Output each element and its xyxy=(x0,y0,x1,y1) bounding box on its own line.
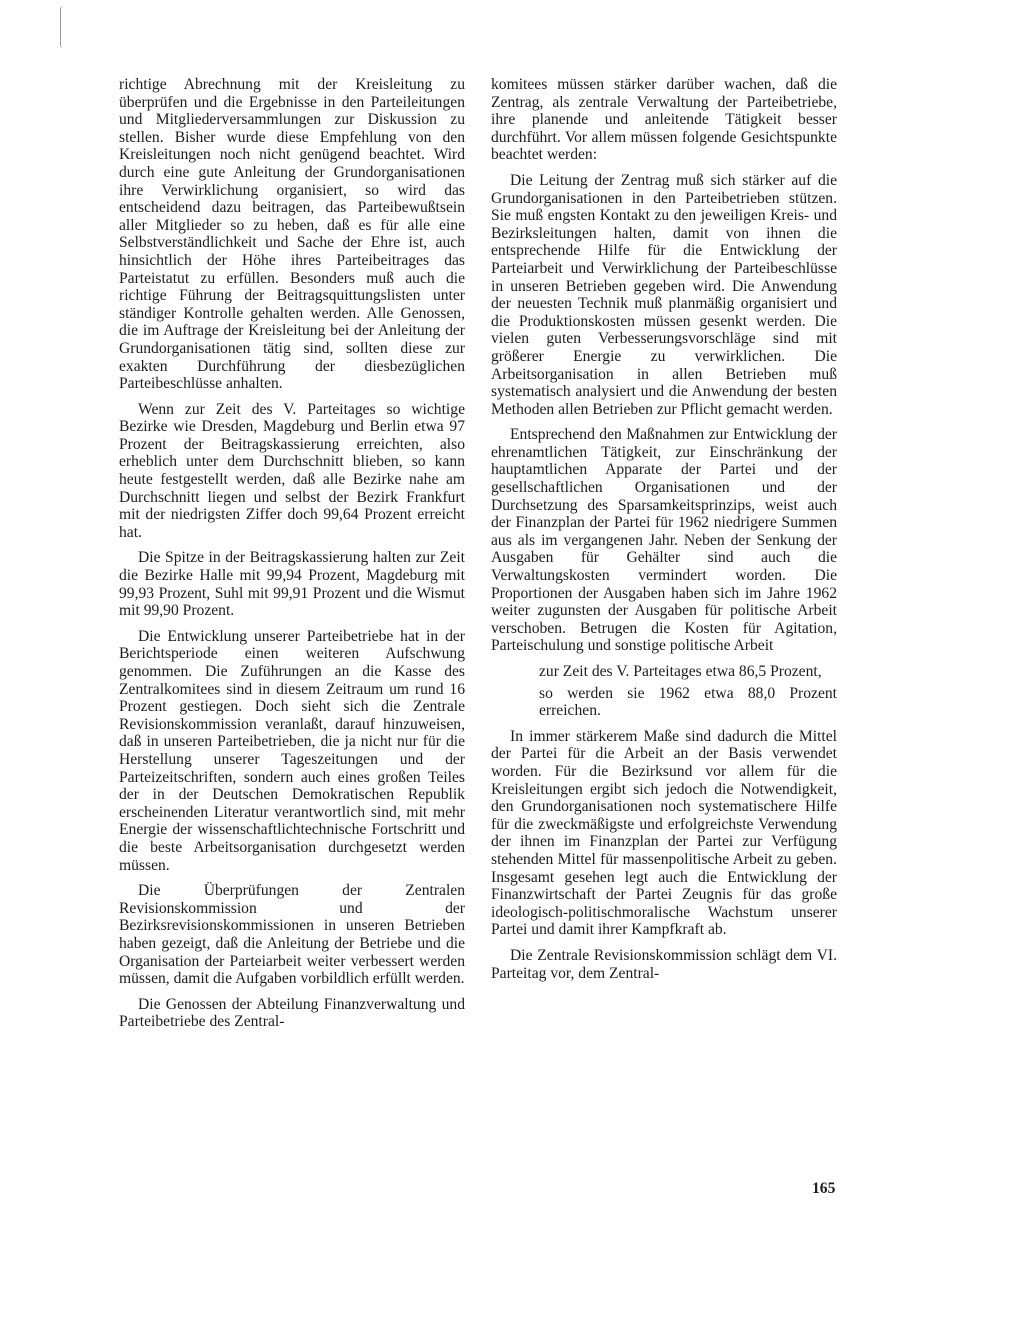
paragraph: Wenn zur Zeit des V. Parteitages so wichtige Bezirke wie Dresden, Magdeburg und Berlin etwa 97 Prozent der Beitragskassierung erreichten, also erheblich unter dem Durchschnitt blieben, so kann heute festgestellt werden, daß alle Bezirke nahe am Durchschnitt liegen und selbst der Bezirk Frankfurt mit der niedrigsten Ziffer doch 99,64 Prozent erreicht hat. xyxy=(119,400,465,541)
paragraph: komitees müssen stärker darüber wachen, daß die Zentrag, als zentrale Verwaltung der Parteibetriebe, ihre planende und anleitende Tätigkeit besser durchführt. Vor allem müssen folgende Gesichtspunkte beachtet werden: xyxy=(491,76,837,164)
paragraph: Die Leitung der Zentrag muß sich stärker auf die Grundorganisationen in den Parteibetrieben stützen. Sie muß engsten Kontakt zu den jeweiligen Kreis- und Bezirksleitungen halten, damit von ihnen die entsprechende Hilfe für die Entwicklung der Parteiarbeit und Verwirklichung der Parteibeschlüsse in unseren Betrieben gegeben wird. Die Anwendung der neuesten Technik muß planmäßig organisiert und die Produktionskosten müssen gesenkt werden. Die vielen guten Verbesserungsvorschläge sind mit größerer Energie zu verwirklichen. Die Arbeitsorganisation in allen Betrieben muß systematisch analysiert und die Anwendung der besten Methoden allen Betrieben zur Pflicht gemacht werden. xyxy=(491,171,837,418)
scan-edge-mark xyxy=(60,6,67,48)
indented-statement: so werden sie 1962 etwa 88,0 Prozent erreichen. xyxy=(539,684,837,720)
page-number: 165 xyxy=(812,1180,836,1197)
paragraph: In immer stärkerem Maße sind dadurch die Mittel der Partei für die Arbeit an der Basis verwendet worden. Für die Bezirksund vor allem für die Kreisleitungen ergibt sich jedoch die Notwendigkeit, den Grundorganisationen noch systematischere Hilfe für die zweckmäßigste und erfolgreichste Verwendung der ihnen im Finanzplan der Partei zur Verfügung stehenden Mittel für massenpolitische Arbeit zu geben. Insgesamt gesehen legt auch die Entwicklung der Finanzwirtschaft der Partei Zeugnis für das große ideologisch-politischmoralische Wachstum unserer Partei und damit ihrer Kampfkraft ab. xyxy=(491,727,837,939)
paragraph: Die Zentrale Revisionskommission schlägt dem VI. Parteitag vor, dem Zentral- xyxy=(491,946,837,982)
paragraph: richtige Abrechnung mit der Kreisleitung zu überprüfen und die Ergebnisse in den Parteileitungen und Mitgliederversammlungen zur Diskussion zu stellen. Bisher wurde diese Empfehlung von den Kreisleitungen noch nicht genügend beachtet. Wird durch eine gute Anleitung der Grundorganisationen ihre Verwirklichung organisiert, so wird das entscheidend dazu beitragen, das Parteibewußtsein aller Mitglieder so zu heben, daß es für alle eine Selbstverständlichkeit und Sache der Ehre ist, auch hinsichtlich der Höhe ihres Parteibeitrages das Parteistatut zu erfüllen. Besonders muß auch die richtige Führung der Beitragsquittungslisten unter ständiger Kontrolle gehalten werden. Alle Genossen, die im Auftrage der Kreisleitung bei der Anleitung der Grundorganisationen tätig sind, sollten diese zur exakten Durchführung der diesbezüglichen Parteibeschlüsse anhalten. xyxy=(119,76,465,393)
paragraph: Die Spitze in der Beitragskassierung halten zur Zeit die Bezirke Halle mit 99,94 Prozent, Magdeburg mit 99,93 Prozent, Suhl mit 99,91 Prozent und die Wismut mit 99,90 Prozent. xyxy=(119,549,465,620)
paragraph: Die Überprüfungen der Zentralen Revisionskommission und der Bezirksrevisionskommissionen in unseren Betrieben haben gezeigt, daß die Anleitung der Betriebe und die Organisation der Parteiarbeit weiter verbessert werden müssen, damit die Aufgaben vorbildlich erfüllt werden. xyxy=(119,882,465,988)
paragraph: Die Entwicklung unserer Parteibetriebe hat in der Berichtsperiode einen weiteren Aufschwung genommen. Die Zuführungen an die Kasse des Zentralkomitees sind in diesem Zeitraum um rund 16 Prozent gestiegen. Doch sieht sich die Zentrale Revisionskommission veranlaßt, darauf hinzuweisen, daß in unseren Parteibetrieben, die ja nicht nur für die Herstellung unserer Tageszeitungen und der Parteizeitschriften, sondern auch eines großen Teiles der in der Deutschen Demokratischen Republik erscheinenden Literatur verantwortlich sind, mit mehr Energie der wissenschaftlichtechnische Fortschritt und die beste Arbeitsorganisation durchgesetzt werden müssen. xyxy=(119,627,465,874)
paragraph: Die Genossen der Abteilung Finanzverwaltung und Parteibetriebe des Zentral- xyxy=(119,995,465,1031)
left-column xyxy=(119,76,465,1039)
indented-statement: zur Zeit des V. Parteitages etwa 86,5 Prozent, xyxy=(539,663,822,680)
paragraph: Entsprechend den Maßnahmen zur Entwicklung der ehrenamtlichen Tätigkeit, zur Einschränkung der hauptamtlichen Apparate der Partei und der gesellschaftlichen Organisationen und der Durchsetzung des Sparsamkeitsprinzips, weist auch der Finanzplan der Partei für 1962 niedrigere Summen aus als im vergangenen Jahr. Neben der Senkung der Ausgaben für Gehälter sind auch die Verwaltungskosten vermindert worden. Die Proportionen der Ausgaben haben sich im Jahre 1962 weiter zugunsten der Ausgaben für politische Arbeit verschoben. Betrugen die Kosten für Agitation, Parteischulung und sonstige politische Arbeit xyxy=(491,426,837,655)
right-column xyxy=(491,76,837,990)
